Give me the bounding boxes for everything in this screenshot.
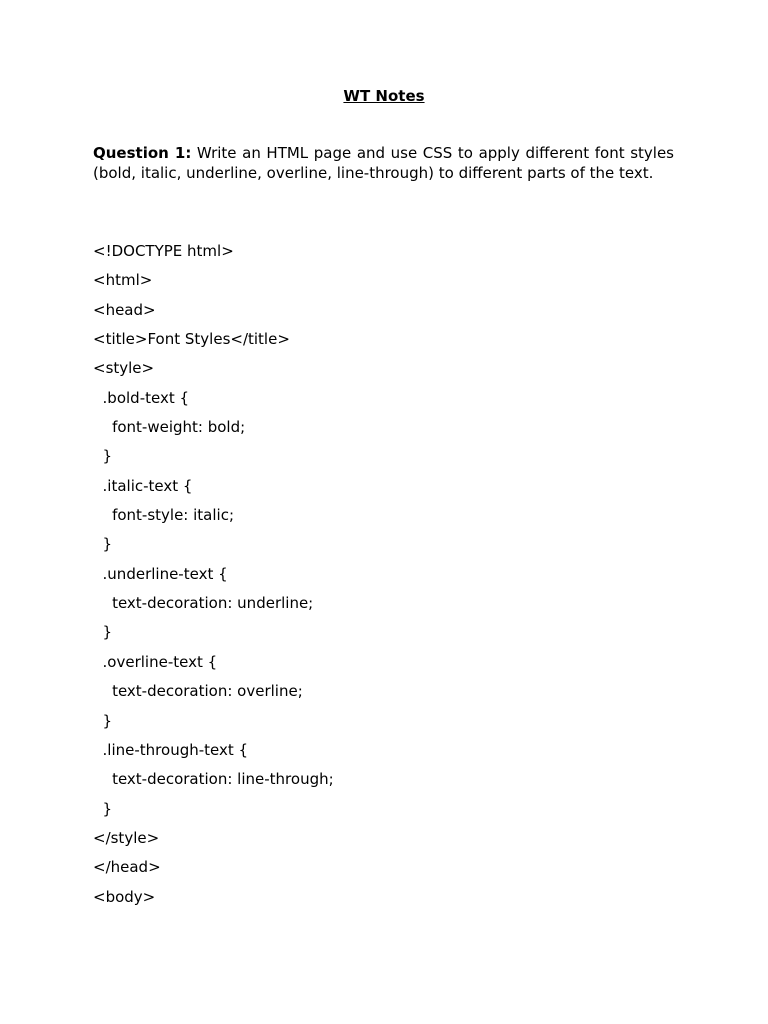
code-line: text-decoration: line-through;: [93, 770, 334, 789]
code-line: }: [93, 623, 113, 642]
code-line: .line-through-text {: [93, 740, 249, 759]
code-line: <title>Font Styles</title>: [93, 330, 290, 349]
code-line: <!DOCTYPE html>: [93, 242, 234, 260]
code-line: text-decoration: overline;: [93, 682, 303, 701]
code-line: .underline-text {: [93, 564, 228, 583]
question-paragraph: [93, 144, 674, 183]
code-line: <head>: [93, 300, 156, 319]
code-line: .overline-text {: [93, 652, 218, 671]
code-line: .italic-text {: [93, 476, 193, 495]
code-line: <html>: [93, 271, 153, 290]
code-line: }: [93, 711, 113, 730]
code-block: [93, 241, 693, 916]
code-line: }: [93, 447, 113, 466]
code-line: <body>: [93, 887, 156, 906]
code-line: font-weight: bold;: [93, 418, 246, 437]
code-line: <style>: [93, 359, 155, 378]
code-line: </head>: [93, 858, 161, 877]
code-line: .bold-text {: [93, 388, 190, 407]
code-line: text-decoration: underline;: [93, 594, 314, 613]
question-label: Question 1:: [93, 144, 192, 162]
document-title: WT Notes: [343, 87, 425, 105]
code-line: }: [93, 535, 113, 554]
question-text: Write an HTML page and use CSS to apply different font styles (bold, italic, underline, overline, line-through) to different parts of the text.: [93, 144, 674, 182]
code-line: }: [93, 799, 113, 818]
code-line: font-style: italic;: [93, 506, 234, 525]
code-line: </style>: [93, 828, 160, 847]
